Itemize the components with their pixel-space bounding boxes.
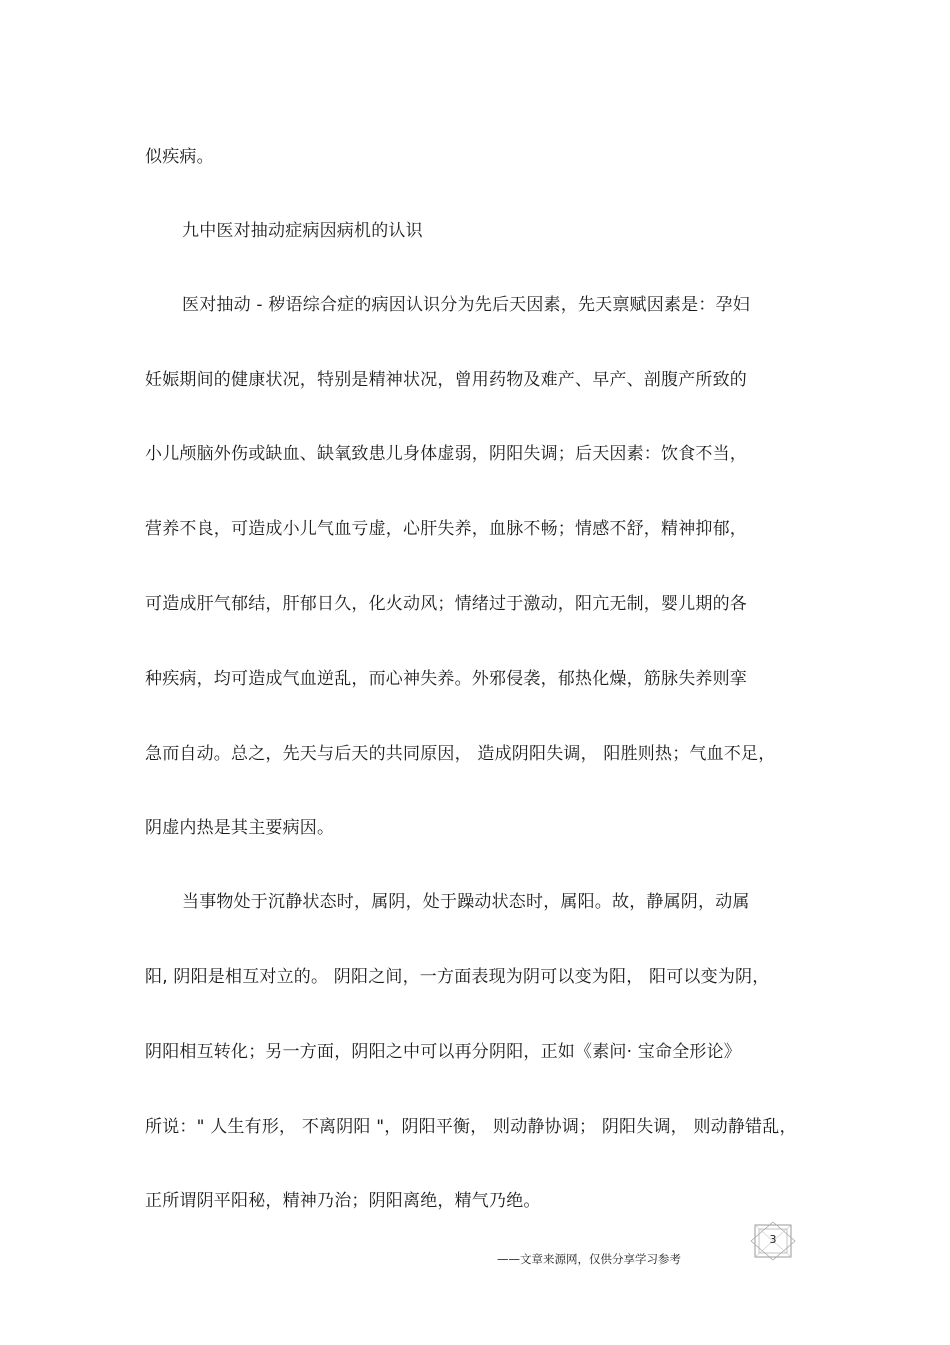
page-number-badge: [750, 1221, 796, 1261]
section-heading: 九中医对抽动症病因病机的认识: [182, 221, 423, 241]
text-line: 可造成肝气郁结，肝郁日久，化火动风；情绪过于激动，阳亢无制，婴儿期的各: [145, 594, 747, 614]
source-note: ——文章来源网，仅供分享学习参考: [497, 1252, 681, 1266]
text-line: 正所谓阴平阳秘，精神乃治；阴阳离绝，精气乃绝。: [145, 1191, 541, 1211]
text-line: 似疾病。: [145, 147, 214, 167]
text-line: 妊娠期间的健康状况，特别是精神状况，曾用药物及难产、早产、剖腹产所致的: [145, 370, 747, 390]
text-line: 阴虚内热是其主要病因。: [145, 818, 335, 838]
text-line: 阳, 阴阳是相互对立的。 阴阳之间，一方面表现为阴可以变为阳， 阳可以变为阴，: [145, 967, 770, 987]
text-line: 所说：" 人生有形， 不离阴阳 "，阴阳平衡， 则动静协调； 阴阳失调， 则动静错乱，: [145, 1117, 797, 1137]
page-number: 3: [769, 1233, 777, 1246]
text-line: 医对抽动 - 秽语综合症的病因认识分为先后天因素，先天禀赋因素是：孕妇: [182, 295, 750, 315]
text-line: 阴阳相互转化；另一方面，阴阳之中可以再分阴阳，正如《素问· 宝命全形论》: [145, 1042, 742, 1062]
text-line: 种疾病，均可造成气血逆乱，而心神失养。外邪侵袭，郁热化燥，筋脉失养则挛: [145, 669, 747, 689]
text-line: 急而自动。总之，先天与后天的共同原因， 造成阴阳失调， 阳胜则热；气血不足，: [145, 744, 776, 764]
text-line: 小儿颅脑外伤或缺血、缺氧致患儿身体虚弱，阴阳失调；后天因素：饮食不当，: [145, 444, 747, 464]
text-line: 当事物处于沉静状态时，属阴，处于躁动状态时，属阳。故，静属阴，动属: [182, 892, 750, 912]
text-line: 营养不良，可造成小儿气血亏虚，心肝失养，血脉不畅；情感不舒，精神抑郁，: [145, 519, 747, 539]
